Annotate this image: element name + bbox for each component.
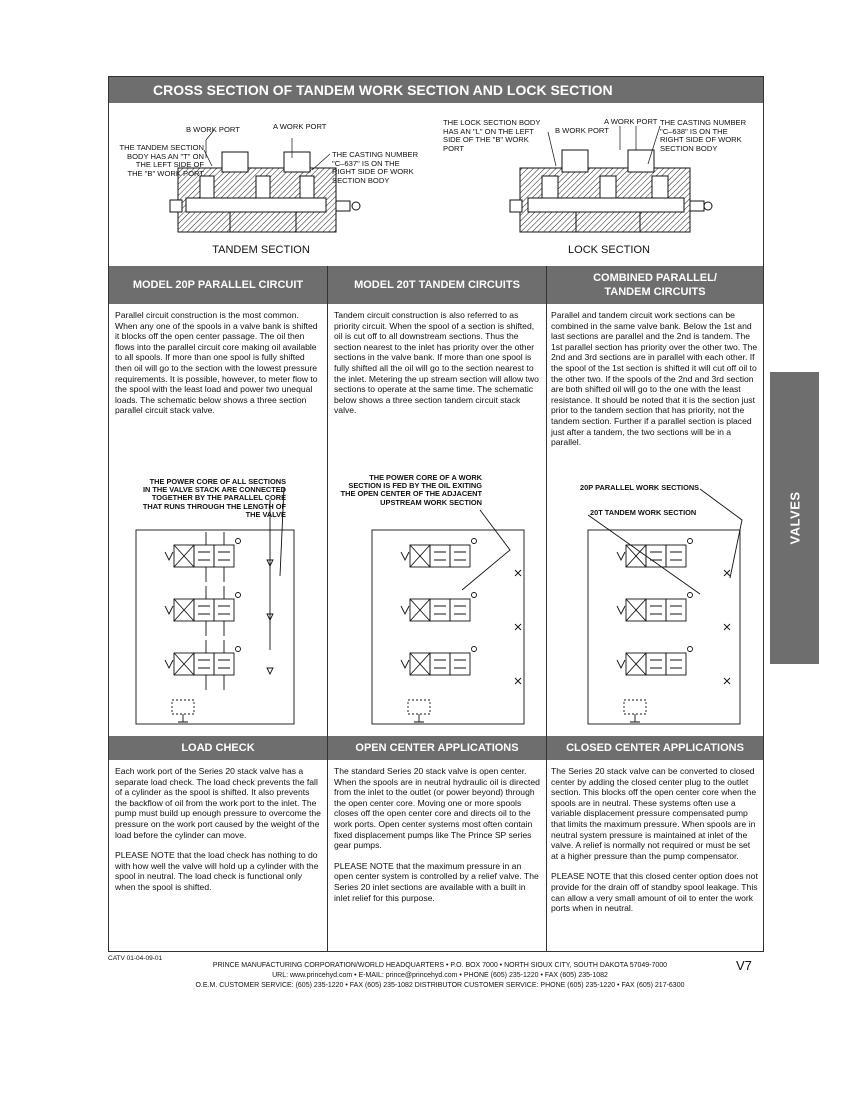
spool-2 [617,593,693,622]
tandem-work-section-label: 20T TANDEM WORK SECTION [590,508,697,517]
spool-3 [617,647,693,676]
a-work-port-label: A WORK PORT [604,117,658,126]
parallel-circuit-text: Parallel circuit construction is the most common. When any one of the spools in a valve bank is shifted it blocks off the open center passage. The oil then flows into the parallel circuit core making oil available to all spools. If more than one spool is fully shifted then oil will go to the section with the lowest pressure requirements. It is possible, however, to meter flow to the spool with the least load and power two unequal loads. The schematic below shows a three section parallel circuit stack valve. [115,310,318,416]
parallel-work-sections-label: 20P PARALLEL WORK SECTIONS [580,483,700,492]
b-work-port-label: B WORK PORT [555,126,609,135]
spool-1 [165,532,241,582]
load-check-text: Each work port of the Series 20 stack valve has a separate load check. The load check prevents the fall of a cylinder as the spool is shifted. It also prevents the backflow of oil from the work port to the inlet. The pump must build up enough pressure to overcome the pressure on the work port caused by the weight of the load before the cylinder can move. PLEASE NOTE that the load check has nothing to do with how well the valve will hold up a cylinder with the spool in neutral. The load check is functional only when the spool is shifted. [115,766,321,892]
open-center-heading: OPEN CENTER APPLICATIONS [328,736,546,760]
tandem-section-caption: TANDEM SECTION [212,244,310,256]
a-work-port-label: A WORK PORT [273,122,327,131]
footer-address: PRINCE MANUFACTURING CORPORATION/WORLD HEADQUARTERS • P.O. BOX 7000 • NORTH SIOUX CITY, SOUTH DAKOTA 57049-7000 [212,962,668,969]
lock-body-note: THE LOCK SECTION BODY HAS AN "L" ON THE LEFT SIDE OF THE "B" WORK PORT [443,118,541,153]
casting-number-note: THE CASTING NUMBER "C–637" IS ON THE RIGHT SIDE OF WORK SECTION BODY [332,150,419,185]
spool-3 [401,647,477,676]
column-heading-parallel: MODEL 20P PARALLEL CIRCUIT [109,266,327,304]
tandem-body-note: THE TANDEM SECTION BODY HAS AN "T" ON THE LEFT SIDE OF THE "B" WORK PORT [119,143,204,178]
tandem-schematic-label: THE POWER CORE OF A WORK SECTION IS FED BY THE OIL EXITING THE OPEN CENTER OF THE ADJACENT UPSTREAM WORK SECTION [340,473,482,507]
tandem-circuit-text: Tandem circuit construction is also referred to as priority circuit. When the spool of a section is shifted, oil is cut off to all downstream sections. Thus the section nearest to the inlet has priority over the other sections in the valve bank. If more than one spool is fully shifted all the oil will go to the section nearest to the inlet. Metering the up stream section will allow two sections to operate at the same time. The schematic below shows a three section tandem circuit stack valve. [334,310,539,416]
parallel-schematic-label: THE POWER CORE OF ALL SECTIONS IN THE VALVE STACK ARE CONNECTED TOGETHER BY THE PARALLEL CORE THAT RUNS THROUGH THE LENGTH OF THE VALVE [142,477,286,519]
valves-side-tab: VALVES [770,372,819,664]
combined-circuit-text: Parallel and tandem circuit work sections can be combined in the same valve bank. Below the 1st and last sections are parallel and the 2nd is tandem. The 1st parallel section has priority over the other two. The 2nd and 3rd sections are in parallel with each other. If the spool of the 1st section is shifted it will cut off oil to the other two. If the spools of the 2nd and 3rd section are both shifted oil will go to the one with the least resistance. It should be noted that it is the section just prior to the tandem section that has priority, not the tandem section. Further if a parallel section is placed just after a tandem, the two sections will be in a parallel. [551,310,758,448]
catalog-code: CATV 01-04-09-01 [108,955,163,962]
spool-1 [617,539,693,568]
open-center-text: The standard Series 20 stack valve is open center. When the spools are in neutral hydraulic oil is directed from the inlet to the outlet (or power beyond) through the open center core. Moving one or more spools closes off the open center core and directs oil to the work ports. Open center systems most often contain fixed displacement pumps like The Prince SP series gear pumps. PLEASE NOTE that the maximum pressure in an open center system is controlled by a relief valve. The Series 20 inlet sections are available with a built in inlet relief for this purpose. [334,766,540,903]
section-title: CROSS SECTION OF TANDEM WORK SECTION AND LOCK SECTION [109,77,763,103]
closed-center-heading: CLOSED CENTER APPLICATIONS [547,736,763,760]
spool-2 [401,593,477,622]
spool-1 [401,539,477,568]
column-heading-combined: COMBINED PARALLEL/ TANDEM CIRCUITS [547,266,763,304]
b-work-port-label: B WORK PORT [186,125,240,134]
closed-center-text: The Series 20 stack valve can be converted to closed center by adding the closed center plug to the outlet section. This blocks off the open center core when the spools are in neutral. These systems often use a variable displacement pressure compensated pump that limits the maximum pressure. When spools are in neutral system pressure is maintained at inlet of the valve. A relief is normally not required or must be set at a higher pressure than the pump compensator. PLEASE NOTE that this closed center option does not provide for the drain off of standby spool leakage. This can allow a very small amount of oil to enter the work ports when in neutral. [551,766,758,914]
casting-number-note: THE CASTING NUMBER "C–638" IS ON THE RIGHT SIDE OF WORK SECTION BODY [660,118,747,153]
lock-section-caption: LOCK SECTION [568,244,650,256]
spool-2 [165,586,241,636]
load-check-heading: LOAD CHECK [109,736,327,760]
footer-contact: URL: www.princehyd.com • E-MAIL: prince@princehyd.com • PHONE (605) 235-1220 • FAX (605) 235-1082 [272,972,608,979]
footer-customer-service: O.E.M. CUSTOMER SERVICE: (605) 235-1220 • FAX (605) 235-1082 DISTRIBUTOR CUSTOMER SERVICE: PHONE (605) 235-1220 • FAX (605) 217-6300 [195,982,685,989]
page-number: V7 [736,958,752,973]
spool-3 [165,640,241,690]
column-heading-tandem: MODEL 20T TANDEM CIRCUITS [328,266,546,304]
